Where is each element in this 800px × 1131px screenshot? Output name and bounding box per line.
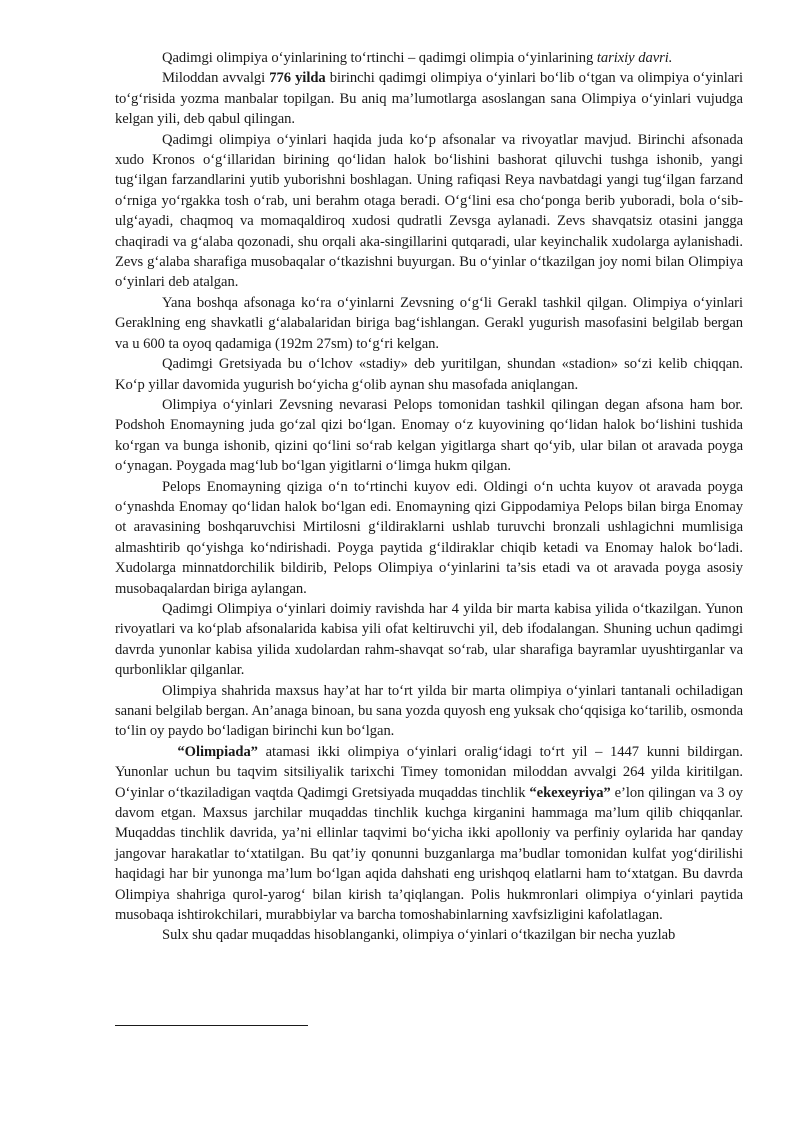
text-run: Qadimgi olimpiya o‘yinlari haqida juda ko‘p afsonalar va rivoyatlar mavjud. Birinchi afsonada xudo Kronos o‘g‘illaridan birining qo‘lidan halok bo‘lishini bashorat qiluvchi tushga ishonib, yangi tug‘ilgan farzandlarini yutib yuborishni boshlagan. Uning rafiqasi Reya navbatdagi yangi tug‘ilgan farzand o‘rniga yo‘rgakka tosh o‘rab, uni berahm otaga beradi. O‘g‘lini esa cho‘ponga berib yuboradi, bola o‘sib-ulg‘ayadi, chaqmoq va momaqaldiroq xudosi qudratli Zevsga aylanadi. Zevs shavqatsiz otasini jangga chaqiradi va g‘alaba qozonadi, shu orqali aka-singillarini qutqaradi, ular keyinchalik xudolarga aylanishadi. Zevs g‘alaba sharafiga musobaqalar o‘tkazishni buyurgan. Bu o‘yinlar o‘tkazilgan joy nomi bilan Olimpiya o‘yinlari deb atalgan. (115, 131, 743, 291)
text-run: e’lon qilingan va 3 oy davom etgan. Maxsus jarchilar muqaddas tinchlik kuchga kirganini hammaga ma’lum qilib chiqqanlar. Muqaddas tinchlik davrida, ya’ni ellinlar taqvimi bo‘yicha ikki apolloniy va perfiniy oylarida har qanday jangovar harakatlar to‘xtatilgan. Bu qat’iy qonunni buzganlarga ma’budlar tomonidan kulfat yog‘dirilishi haqidagi har bir yunonga ma’lum bo‘lgan aqida dahshati eng urishqoq elatlarni ham to‘xtatgan. Bu davrda Olimpiya shahriga qurol-yarog‘ bilan kirish ta’qiqlangan. Polis hukmronlari olimpiya o‘yinlari paytida musobaqa ishtirokchilari, murabbiylar va barcha tomoshabinlarning xavfsizligini kafolatlagan. (115, 784, 743, 924)
paragraph (115, 925, 743, 945)
paragraph (115, 477, 743, 599)
text-run: Olimpiya shahrida maxsus hay’at har to‘rt yilda bir marta olimpiya o‘yinlari tantanali ochiladigan sanani belgilab bergan. An’anaga binoan, bu sana yozda quyosh eng yuksak cho‘qqisiga ko‘tarilib, osmonda to‘lin oy paydo bo‘ladigan birinchi kun bo‘lgan. (115, 682, 743, 740)
paragraph (115, 395, 743, 477)
text-run: Sulx shu qadar muqaddas hisoblanganki, olimpiya o‘yinlari o‘tkazilgan bir necha yuzlab (162, 927, 676, 944)
text-run: Qadimgi Gretsiyada bu o‘lchov «stadiy» deb yuritilgan, shundan «stadion» so‘zi kelib chiqqan. Ko‘p yillar davomida yugurish bo‘yicha g‘olib aynan shu masofada aniqlangan. (115, 356, 743, 393)
body-text (115, 48, 743, 946)
text-run: birinchi qadimgi olimpiya o‘yinlari bo‘lib o‘tgan va olimpiya o‘yinlari to‘g‘risida yozma manbalar topilgan. Bu aniq ma’lumotlarga asoslangan sana Olimpiya o‘yinlari vujudga kelgan yili, deb qabul qilingan. (115, 70, 743, 128)
paragraph (115, 354, 743, 395)
bold-text-run: “Olimpiada” (162, 743, 258, 760)
text-run: atamasi ikki olimpiya o‘yinlari oralig‘idagi to‘rt yil – 1447 kunni bildirgan. Yunonlar uchun bu taqvim sitsiliyalik tarixchi Timey tomonidan miloddan avvalgi 264 yilda kiritilgan. O‘yinlar o‘tkaziladigan vaqtda Qadimgi Gretsiyada muqaddas tinchlik (115, 743, 743, 801)
italic-text-run: tarixiy davri. (596, 50, 673, 66)
paragraph (115, 681, 743, 742)
bold-text-run: “ekexeyriya” (529, 784, 611, 801)
bold-text-run: 776 yilda (269, 70, 326, 87)
text-run: Miloddan avvalgi (162, 70, 270, 87)
paragraph (115, 293, 743, 354)
paragraph (115, 68, 743, 129)
footnote-separator (115, 1025, 308, 1026)
paragraph (115, 48, 743, 68)
text-run: Qadimgi Olimpiya o‘yinlari doimiy ravishda har 4 yilda bir marta kabisa yilida o‘tkazilgan. Yunon rivoyatlari va ko‘plab afsonalarida kabisa yili ofat keltiruvchi yil, deb ifodalangan. Shuning uchun qadimgi davrda yunonlar kabisa yilida xudolardan rahm-shavqat so‘rab, ular sharafiga bayramlar uyushtirganlar va qurbonliklar qilganlar. (115, 600, 743, 679)
paragraph (115, 130, 743, 293)
text-run: Pelops Enomayning qiziga o‘n to‘rtinchi kuyov edi. Oldingi o‘n uchta kuyov ot aravada poyga o‘ynashda Enomay qo‘lidan halok bo‘lgan edi. Enomayning qizi Gippodamiya Pelops bilan birga Enomay ot aravasining boshqaruvchisi Mirtilosni g‘ildiraklarni ushlab turuvchi bronzali ushlagichni mumlisiga almashtirib qo‘yishga ko‘ndirishadi. Poyga paytida g‘ildiraklar chiqib ketadi va Enomay halok bo‘ladi. Xudolarga minnatdorchilik bildirib, Pelops Olimpiya o‘yinlarini ta’sis etadi va ot aravada poyga asosiy musobaqalardan biriga aylangan. (115, 478, 743, 597)
paragraph (115, 599, 743, 681)
text-run: Qadimgi olimpiya o‘yinlarining to‘rtinchi – qadimgi olimpia o‘yinlarining (162, 50, 597, 66)
paragraph (115, 742, 743, 926)
text-run: Olimpiya o‘yinlari Zevsning nevarasi Pelops tomonidan tashkil qilingan degan afsona ham bor. Podshoh Enomayning juda go‘zal qizi bo‘lgan. Enomay o‘z kuyovining qo‘lidan halok bo‘lishini tushida ko‘rgan va bunga ishonib, qizini qo‘lini so‘rab kelgan yigitlarga shart qo‘yib, ular bilan ot aravada poyga o‘ynagan. Poygada mag‘lub bo‘lgan yigitlarni o‘limga hukm qilgan. (115, 396, 743, 475)
text-run: Yana boshqa afsonaga ko‘ra o‘yinlarni Zevsning o‘g‘li Gerakl tashkil qilgan. Olimpiya o‘yinlari Geraklning eng shavkatli g‘alabalaridan biriga bag‘ishlangan. Gerakl yugurish masofasini belgilab bergan va u 600 ta oyoq qadamiga (192m 27sm) to‘g‘ri kelgan. (115, 294, 743, 352)
